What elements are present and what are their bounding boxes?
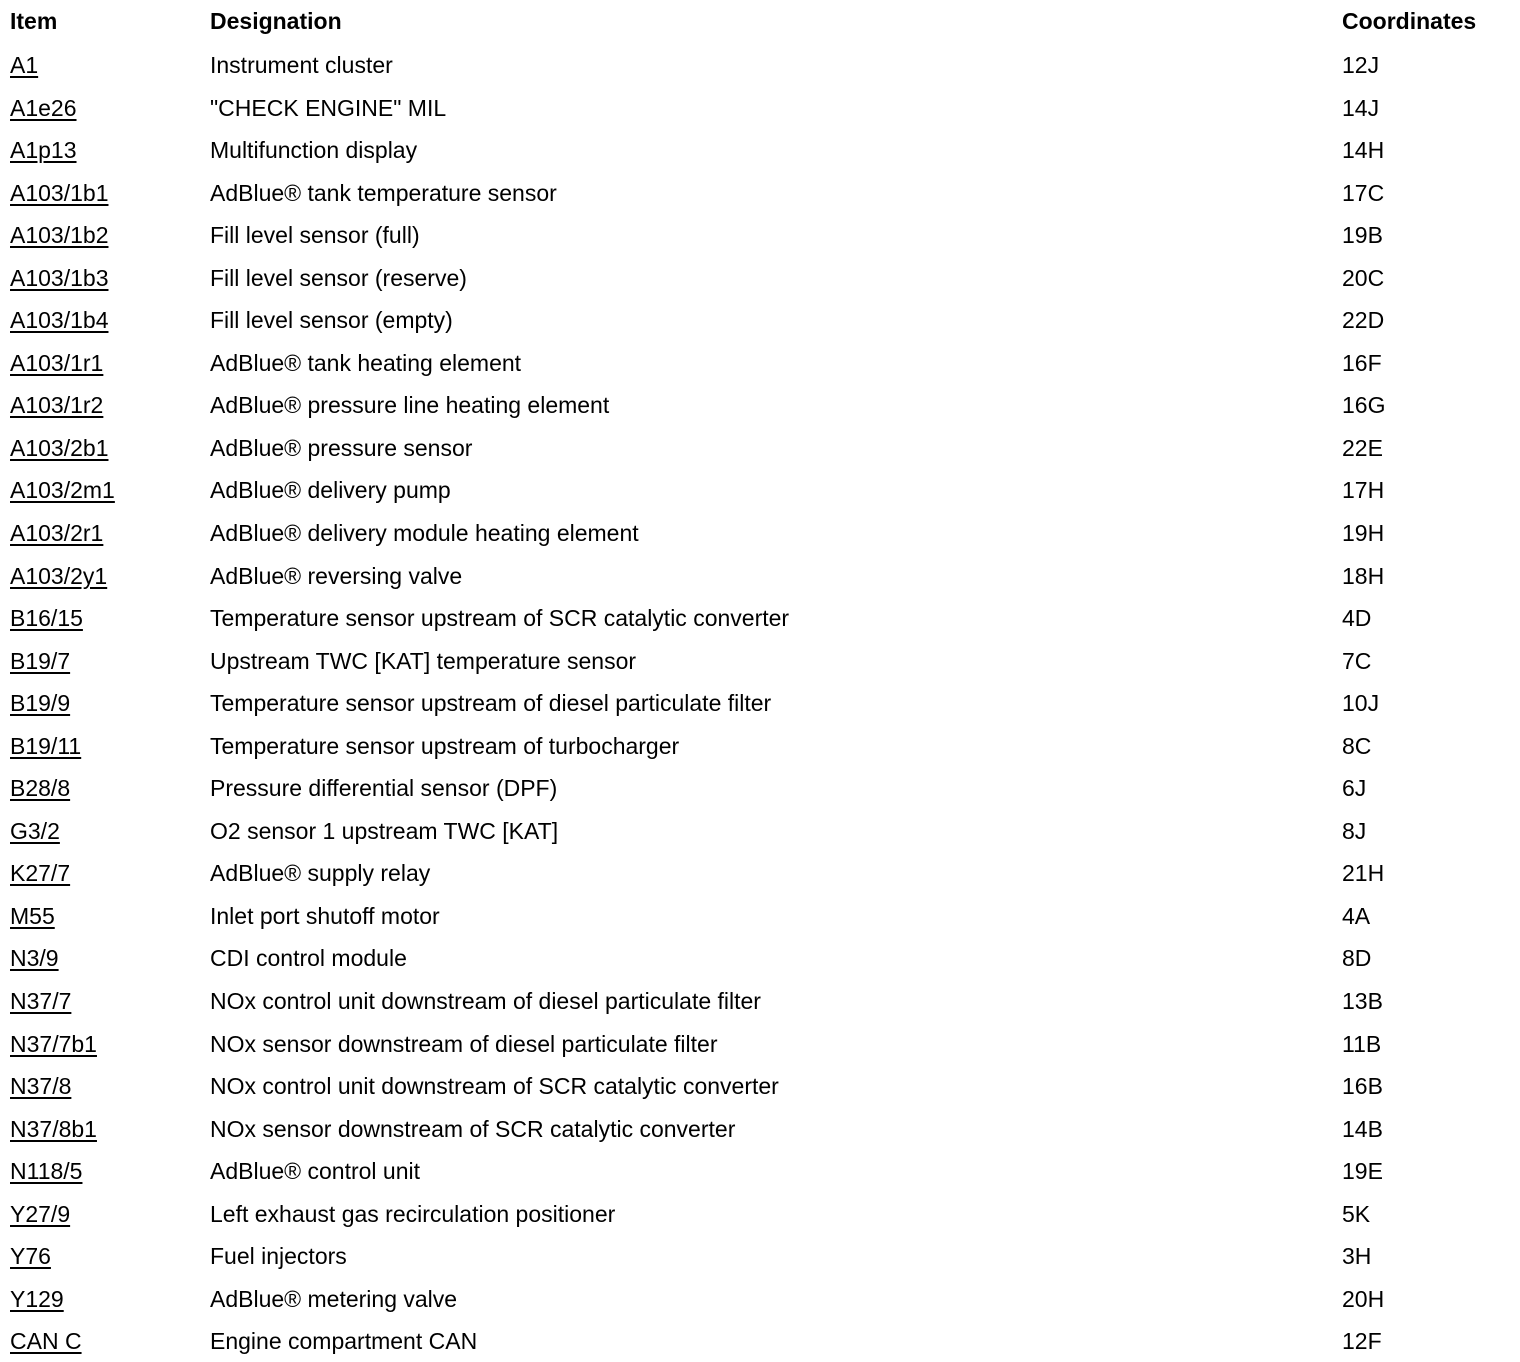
designation-cell: "CHECK ENGINE" MIL (210, 94, 447, 121)
table-row (0, 1192, 1520, 1235)
table-row (0, 511, 1520, 554)
item-cell (10, 1327, 82, 1355)
item-link[interactable]: CAN C (10, 1328, 82, 1355)
item-link[interactable]: A103/2y1 (10, 562, 108, 589)
item-cell (10, 519, 103, 547)
designation-cell: Inlet port shutoff motor (210, 902, 440, 929)
item-link[interactable]: A103/1b3 (10, 264, 109, 291)
designation-cell: Temperature sensor upstream of turbocharger (210, 732, 680, 759)
table-row (0, 1107, 1520, 1150)
header-item: Item (10, 8, 58, 34)
designation-cell: AdBlue® tank temperature sensor (210, 179, 557, 206)
table-row (0, 256, 1520, 299)
designation-cell: Temperature sensor upstream of SCR catalytic converter (210, 605, 790, 632)
table-row (0, 468, 1520, 511)
table-row (0, 1022, 1520, 1065)
designation-cell: Fill level sensor (empty) (210, 307, 453, 334)
item-link[interactable]: B16/15 (10, 605, 83, 632)
item-cell (10, 1072, 71, 1100)
item-link[interactable]: N37/8 (10, 1073, 72, 1100)
item-cell (10, 264, 108, 292)
coordinates-cell: 4A (1342, 902, 1371, 929)
table-row (0, 809, 1520, 852)
item-link[interactable]: A103/2r1 (10, 520, 104, 547)
table-row (0, 1149, 1520, 1192)
coordinates-cell: 8J (1342, 817, 1367, 844)
designation-cell: Multifunction display (210, 137, 418, 164)
table-row (0, 383, 1520, 426)
coordinates-cell: 14H (1342, 137, 1385, 164)
item-cell (10, 349, 103, 377)
item-cell (10, 1157, 82, 1185)
item-link[interactable]: A103/1b2 (10, 222, 109, 249)
table-row (0, 1234, 1520, 1277)
coordinates-cell: 7C (1342, 647, 1372, 674)
table-row (0, 766, 1520, 809)
item-link[interactable]: B19/9 (10, 690, 71, 717)
coordinates-cell: 20C (1342, 264, 1385, 291)
designation-cell: Fuel injectors (210, 1243, 347, 1270)
header-coordinates: Coordinates (1342, 8, 1477, 34)
coordinates-cell: 10J (1342, 690, 1380, 717)
table-header-row (0, 0, 1520, 43)
item-cell (10, 1285, 64, 1313)
coordinates-cell: 14J (1342, 94, 1380, 121)
item-link[interactable]: Y129 (10, 1285, 64, 1312)
item-link[interactable]: N118/5 (10, 1158, 83, 1185)
item-cell (10, 817, 60, 845)
item-cell (10, 647, 70, 675)
table-row (0, 298, 1520, 341)
item-link[interactable]: A103/1b4 (10, 307, 109, 334)
item-cell (10, 221, 108, 249)
designation-cell: AdBlue® control unit (210, 1158, 421, 1185)
item-cell (10, 179, 108, 207)
table-row (0, 1064, 1520, 1107)
item-cell (10, 51, 38, 79)
designation-cell: Temperature sensor upstream of diesel particulate filter (210, 690, 772, 717)
designation-cell: NOx control unit downstream of diesel particulate filter (210, 988, 761, 1015)
designation-cell: AdBlue® pressure line heating element (210, 392, 610, 419)
designation-cell: AdBlue® delivery module heating element (210, 520, 639, 547)
designation-cell: Engine compartment CAN (210, 1328, 478, 1355)
item-link[interactable]: B19/7 (10, 647, 71, 674)
item-cell (10, 732, 81, 760)
coordinates-cell: 19H (1342, 520, 1385, 547)
coordinates-cell: 17H (1342, 477, 1385, 504)
item-link[interactable]: A1p13 (10, 137, 77, 164)
table-row (0, 936, 1520, 979)
table-row (0, 43, 1520, 86)
coordinates-cell: 12F (1342, 1328, 1382, 1355)
item-link[interactable]: A1e26 (10, 94, 77, 121)
item-cell (10, 859, 70, 887)
designation-cell: Instrument cluster (210, 52, 393, 78)
designation-cell: AdBlue® metering valve (210, 1285, 458, 1312)
table-row (0, 639, 1520, 682)
item-link[interactable]: K27/7 (10, 860, 71, 887)
item-cell (10, 604, 83, 632)
designation-cell: NOx control unit downstream of SCR catalytic converter (210, 1073, 779, 1100)
item-link[interactable]: M55 (10, 902, 55, 929)
item-cell (10, 1242, 51, 1270)
item-cell (10, 94, 77, 122)
table-row (0, 596, 1520, 639)
table-body (0, 43, 1520, 1362)
coordinates-cell: 22D (1342, 307, 1385, 334)
item-link[interactable]: G3/2 (10, 817, 60, 844)
table-row (0, 724, 1520, 767)
coordinates-cell: 17C (1342, 179, 1385, 206)
item-link[interactable]: B19/11 (10, 732, 82, 759)
designation-cell: Fill level sensor (reserve) (210, 264, 467, 291)
designation-cell: CDI control module (210, 945, 407, 972)
designation-cell: O2 sensor 1 upstream TWC [KAT] (210, 817, 559, 844)
item-cell (10, 902, 55, 930)
item-link[interactable]: Y27/9 (10, 1200, 71, 1227)
item-cell (10, 476, 115, 504)
designation-cell: AdBlue® supply relay (210, 860, 431, 887)
item-cell (10, 1115, 97, 1143)
item-link[interactable]: A103/2m1 (10, 477, 115, 504)
item-cell (10, 306, 108, 334)
designation-cell: Upstream TWC [KAT] temperature sensor (210, 647, 637, 674)
coordinates-cell: 16F (1342, 349, 1382, 376)
coordinates-cell: 11B (1342, 1030, 1382, 1057)
table-row (0, 851, 1520, 894)
coordinates-cell: 21H (1342, 860, 1385, 887)
table-row (0, 213, 1520, 256)
designation-cell: NOx sensor downstream of diesel particulate filter (210, 1030, 718, 1057)
coordinates-cell: 18H (1342, 562, 1385, 589)
designation-cell: AdBlue® delivery pump (210, 477, 451, 504)
table-row (0, 426, 1520, 469)
designation-cell: Pressure differential sensor (DPF) (210, 775, 558, 802)
item-cell (10, 944, 59, 972)
coordinates-cell: 3H (1342, 1243, 1372, 1270)
coordinates-cell: 19E (1342, 1158, 1383, 1185)
designation-cell: AdBlue® reversing valve (210, 562, 463, 589)
designation-cell: Left exhaust gas recirculation positioner (210, 1200, 616, 1227)
coordinates-cell: 12J (1342, 52, 1380, 78)
designation-cell: NOx sensor downstream of SCR catalytic converter (210, 1115, 736, 1142)
item-cell (10, 1200, 70, 1228)
designation-cell: Fill level sensor (full) (210, 222, 420, 249)
coordinates-cell: 16B (1342, 1073, 1383, 1100)
table-row (0, 86, 1520, 129)
item-link[interactable]: N3/9 (10, 945, 59, 972)
table-row (0, 979, 1520, 1022)
coordinates-cell: 14B (1342, 1115, 1383, 1142)
item-link[interactable]: B28/8 (10, 775, 71, 802)
table-row (0, 1277, 1520, 1320)
item-cell (10, 136, 77, 164)
coordinates-cell: 13B (1342, 988, 1383, 1015)
item-link[interactable]: N37/7b1 (10, 1030, 97, 1057)
coordinates-cell: 22E (1342, 434, 1383, 461)
coordinates-cell: 16G (1342, 392, 1386, 419)
item-cell (10, 774, 70, 802)
item-link[interactable]: Y76 (10, 1243, 51, 1270)
coordinates-cell: 20H (1342, 1285, 1385, 1312)
designation-cell: AdBlue® tank heating element (210, 349, 522, 376)
item-link[interactable]: N37/8b1 (10, 1115, 97, 1142)
item-cell (10, 562, 107, 590)
item-link[interactable]: A103/1r1 (10, 349, 104, 376)
table-row (0, 894, 1520, 937)
table-row (0, 341, 1520, 384)
designation-cell: AdBlue® pressure sensor (210, 434, 473, 461)
table-row (0, 128, 1520, 171)
header-designation: Designation (210, 8, 342, 34)
item-cell (10, 434, 108, 462)
table-row (0, 681, 1520, 724)
table-row (0, 554, 1520, 597)
coordinates-cell: 8C (1342, 732, 1372, 759)
coordinates-cell: 8D (1342, 945, 1372, 972)
item-link[interactable]: A103/1b1 (10, 179, 109, 206)
table-row (0, 171, 1520, 214)
coordinates-cell: 6J (1342, 775, 1367, 802)
item-cell (10, 987, 71, 1015)
item-cell (10, 1030, 97, 1058)
item-cell (10, 689, 70, 717)
coordinates-cell: 19B (1342, 222, 1383, 249)
item-link[interactable]: A103/1r2 (10, 392, 104, 419)
table-row (0, 1319, 1520, 1362)
coordinates-cell: 4D (1342, 605, 1372, 632)
coordinates-cell: 5K (1342, 1200, 1371, 1227)
item-link[interactable]: N37/7 (10, 988, 72, 1015)
item-link[interactable]: A103/2b1 (10, 434, 109, 461)
item-cell (10, 391, 103, 419)
item-link[interactable]: A1 (10, 52, 39, 78)
